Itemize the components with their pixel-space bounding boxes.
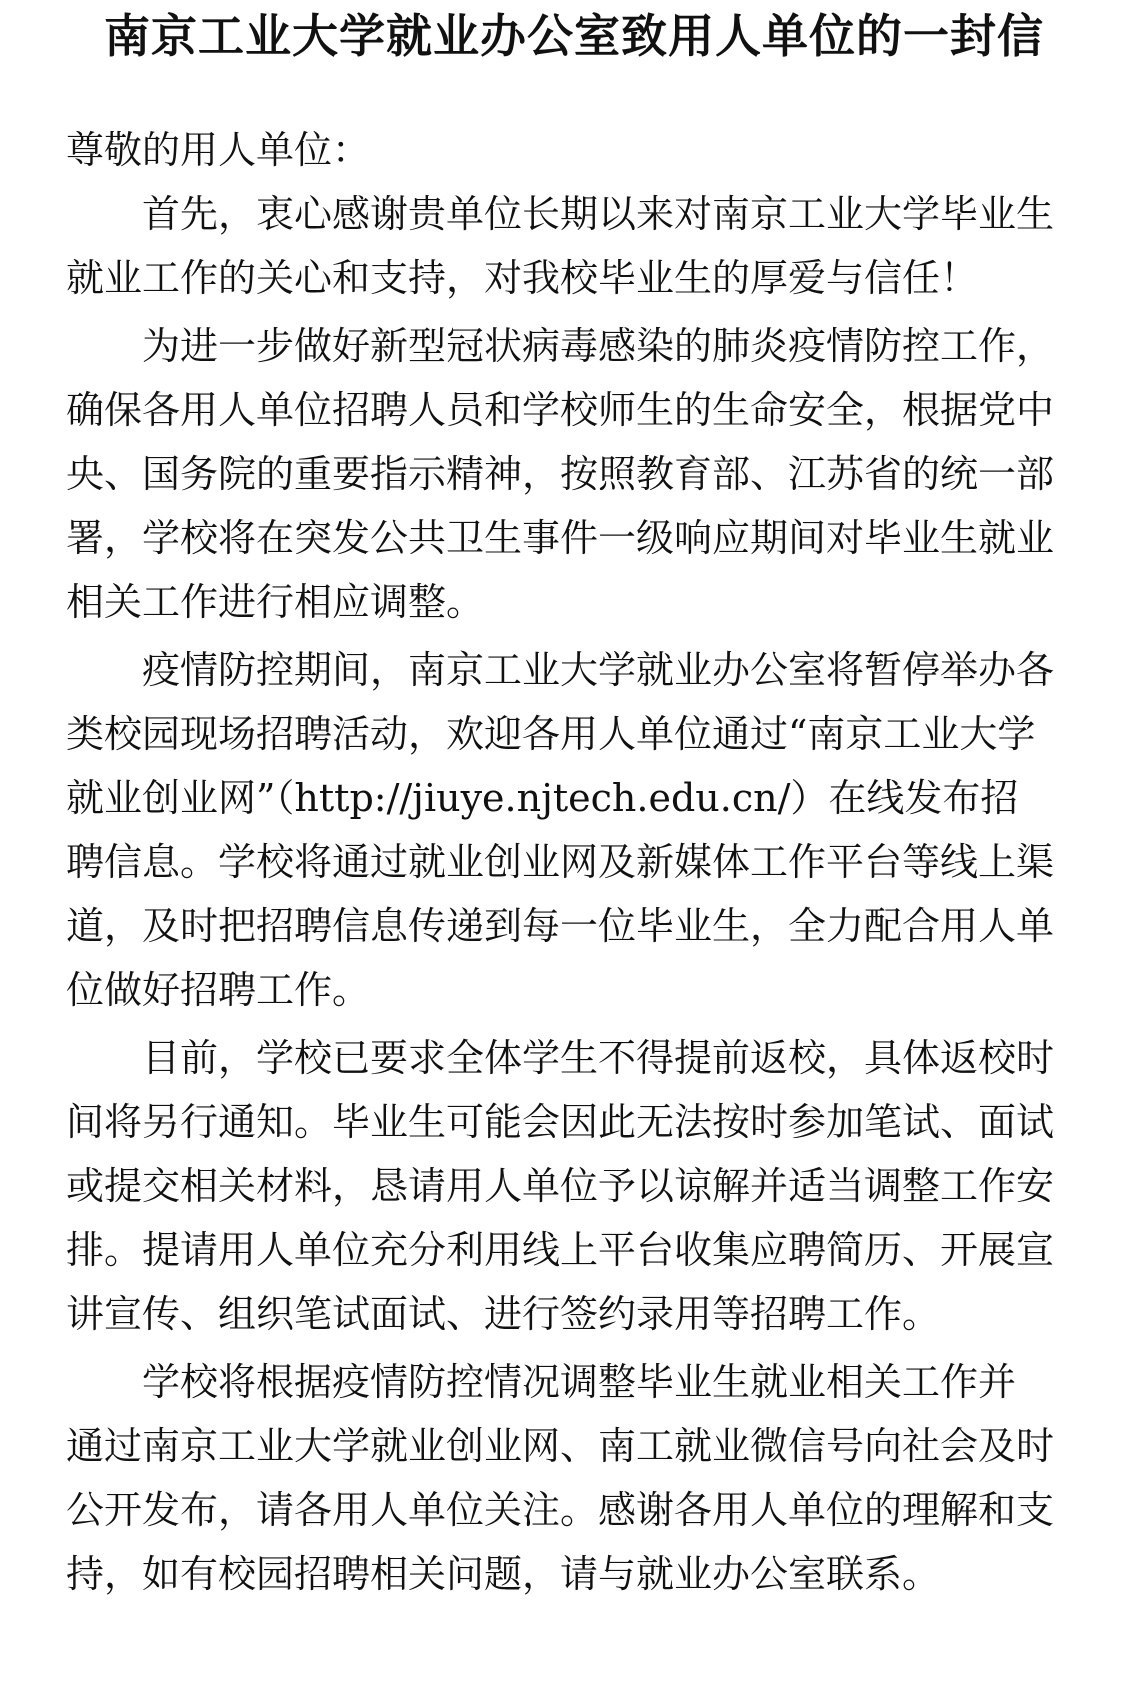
paragraph-epidemic-control — [66, 314, 1110, 634]
paragraph-line: 持，如有校园招聘相关问题，请与就业办公室联系。 — [66, 1552, 941, 1596]
paragraph-line: 排。提请用人单位充分利用线上平台收集应聘简历、开展宣 — [66, 1228, 1055, 1272]
letter-body — [66, 118, 1110, 1610]
paragraph-line: 相关工作进行相应调整。 — [66, 580, 485, 624]
paragraph-line: 央、国务院的重要指示精神，按照教育部、江苏省的统一部 — [66, 452, 1055, 496]
paragraph-line: 间将另行通知。毕业生可能会因此无法按时参加笔试、面试 — [66, 1100, 1055, 1144]
paragraph-line: 公开发布，请各用人单位关注。感谢各用人单位的理解和支 — [66, 1488, 1055, 1532]
paragraph-line: 为进一步做好新型冠状病毒感染的肺炎疫情防控工作， — [142, 324, 1055, 368]
paragraph-line: 或提交相关材料，恳请用人单位予以谅解并适当调整工作安 — [66, 1164, 1055, 1208]
paragraph-line: 就业工作的关心和支持，对我校毕业生的厚爱与信任！ — [66, 256, 979, 300]
paragraph-line: 目前，学校已要求全体学生不得提前返校，具体返校时 — [142, 1036, 1055, 1080]
paragraph-line: 聘信息。学校将通过就业创业网及新媒体工作平台等线上渠 — [66, 840, 1055, 884]
paragraph-online-recruitment — [66, 638, 1110, 1022]
paragraph-line: 道，及时把招聘信息传递到每一位毕业生，全力配合用人单 — [66, 904, 1055, 948]
paragraph-line: 通过南京工业大学就业创业网、南工就业微信号向社会及时 — [66, 1424, 1055, 1468]
paragraph-return-delay — [66, 1026, 1110, 1346]
paragraph-line-with-url: 就业创业网”（http://jiuye.njtech.edu.cn/）在线发布招 — [66, 776, 1019, 820]
paragraph-line: 署，学校将在突发公共卫生事件一级响应期间对毕业生就业 — [66, 516, 1055, 560]
paragraph-line: 确保各用人单位招聘人员和学校师生的生命安全，根据党中 — [66, 388, 1055, 432]
paragraph-thanks — [66, 182, 1110, 310]
paragraph-closing — [66, 1350, 1110, 1606]
letter-title: 南京工业大学就业办公室致用人单位的一封信 — [104, 9, 1044, 63]
paragraph-line: 讲宣传、组织笔试面试、进行签约录用等招聘工作。 — [66, 1292, 941, 1336]
paragraph-line: 疫情防控期间，南京工业大学就业办公室将暂停举办各 — [142, 648, 1055, 692]
paragraph-line: 类校园现场招聘活动，欢迎各用人单位通过“南京工业大学 — [66, 712, 1036, 756]
paragraph-line: 位做好招聘工作。 — [66, 968, 371, 1012]
paragraph-line: 首先，衷心感谢贵单位长期以来对南京工业大学毕业生 — [142, 192, 1055, 236]
salutation: 尊敬的用人单位： — [66, 128, 371, 172]
paragraph-line: 学校将根据疫情防控情况调整毕业生就业相关工作并 — [142, 1360, 1017, 1404]
